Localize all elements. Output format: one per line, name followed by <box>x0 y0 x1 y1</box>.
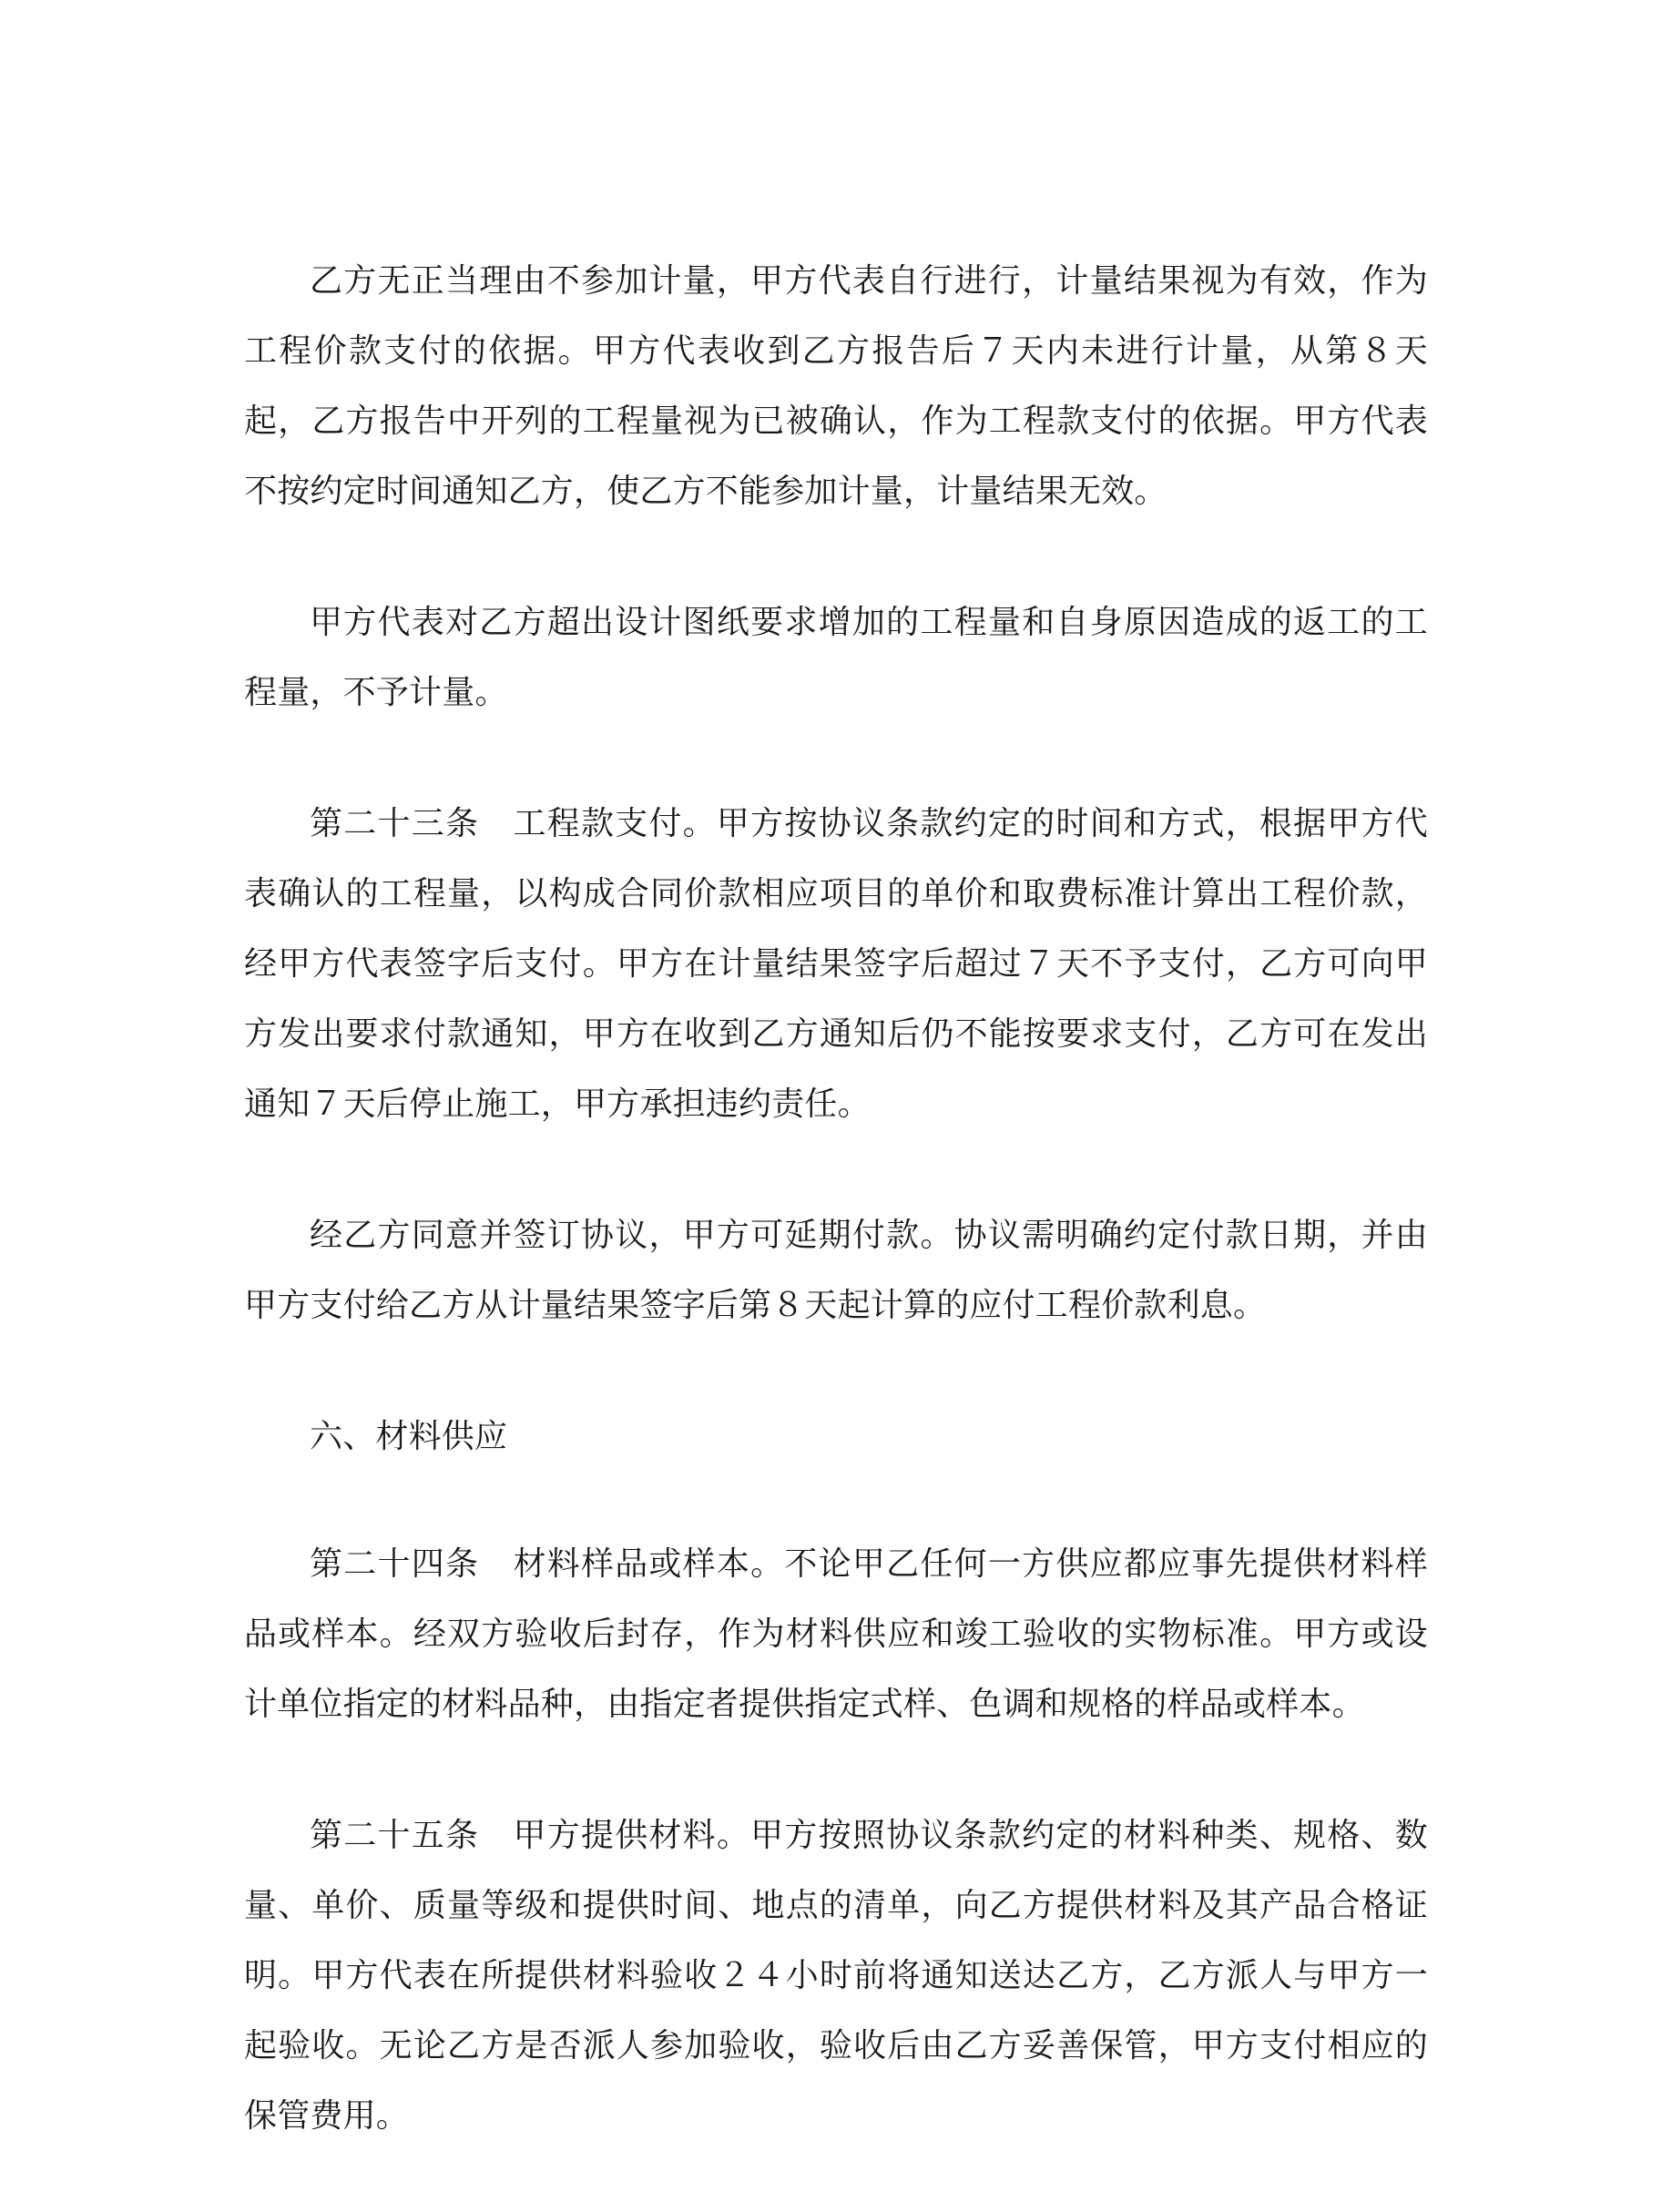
paragraph-article-25: 第二十五条 甲方提供材料。甲方按照协议条款约定的材料种类、规格、数量、单价、质量等级和提供时间、地点的清单，向乙方提供材料及其产品合格证明。甲方代表在所提供材料验收２４小时前将通知送达乙方，乙方派人与甲方一起验收。无论乙方是否派人参加验收，验收后由乙方妥善保管，甲方支付相应的保管费用。 <box>244 1817 1428 2135</box>
document-body <box>244 246 1428 2212</box>
paragraph-deferred-payment: 经乙方同意并签订协议，甲方可延期付款。协议需明确约定付款日期，并由甲方支付给乙方从计量结果签字后第８天起计算的应付工程价款利息。 <box>244 1217 1428 1324</box>
paragraph-article-24: 第二十四条 材料样品或样本。不论甲乙任何一方供应都应事先提供材料样品或样本。经双方验收后封存，作为材料供应和竣工验收的实物标准。甲方或设计单位指定的材料品种，由指定者提供指定式样、色调和规格的样品或样本。 <box>244 1545 1428 1723</box>
paragraph-article-23: 第二十三条 工程款支付。甲方按协议条款约定的时间和方式，根据甲方代表确认的工程量，以构成合同价款相应项目的单价和取费标准计算出工程价款，经甲方代表签字后支付。甲方在计量结果签字后超过７天不予支付，乙方可向甲方发出要求付款通知，甲方在收到乙方通知后仍不能按要求支付，乙方可在发出通知７天后停止施工，甲方承担违约责任。 <box>244 805 1428 1123</box>
section-heading-material-supply: 六、材料供应 <box>310 1418 508 1455</box>
paragraph-excess-quantity: 甲方代表对乙方超出设计图纸要求增加的工程量和自身原因造成的返工的工程量，不予计量。 <box>244 604 1428 711</box>
paragraph-measurement-absence: 乙方无正当理由不参加计量，甲方代表自行进行，计量结果视为有效，作为工程价款支付的依据。甲方代表收到乙方报告后７天内未进行计量，从第８天起，乙方报告中开列的工程量视为已被确认，作为工程款支付的依据。甲方代表不按约定时间通知乙方，使乙方不能参加计量，计量结果无效。 <box>244 262 1428 510</box>
